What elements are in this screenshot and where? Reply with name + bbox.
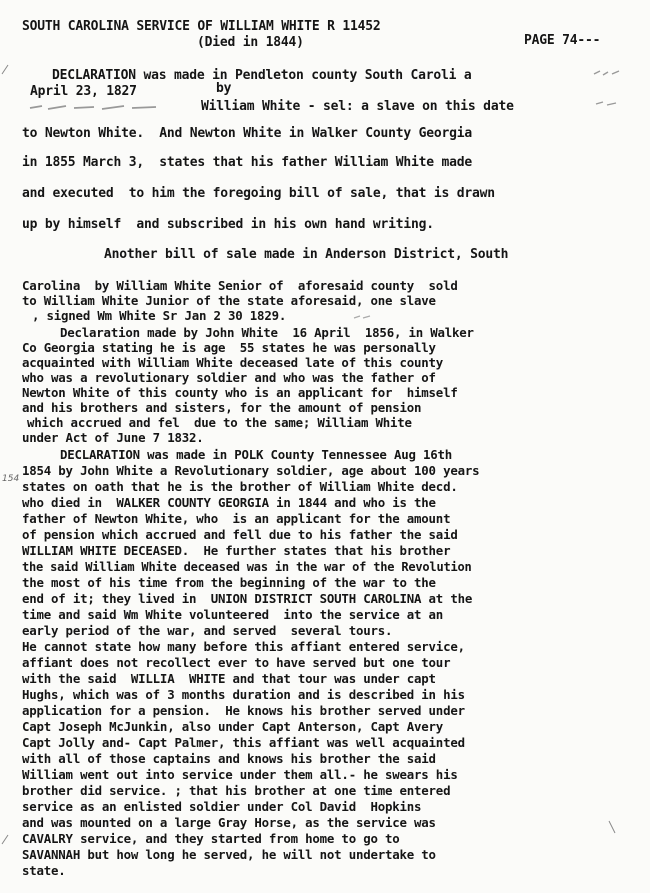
text-line: Co Georgia stating he is age 55 states he was personally	[22, 340, 436, 355]
text-line: state.	[22, 863, 66, 878]
text-line: William White - sel: a slave on this date	[201, 99, 514, 114]
document-subtitle: (Died in 1844)	[197, 35, 304, 50]
text-line: the said William White deceased was in the war of the Revolution	[22, 560, 472, 574]
text-line: early period of the war, and served several tours.	[22, 623, 393, 638]
ink-blemish	[28, 100, 164, 114]
text-line: , signed Wm White Sr Jan 2 30 1829.	[32, 308, 287, 323]
text-line: with the said WILLIA WHITE and that tour was under capt	[22, 671, 436, 686]
text-line: states on oath that he is the brother of William White decd.	[22, 479, 458, 494]
ink-blemish	[594, 98, 620, 110]
text-line: who died in WALKER COUNTY GEORGIA in 1844 and who is the	[22, 495, 436, 510]
text-line: to Newton White. And Newton White in Walker County Georgia	[22, 126, 472, 141]
text-line: under Act of June 7 1832.	[22, 430, 204, 445]
text-line: DECLARATION was made in POLK County Tennessee Aug 16th	[60, 447, 453, 462]
text-line: Newton White of this county who is an applicant for himself	[22, 385, 458, 400]
text-line: Declaration made by John White 16 April 1856, in Walker	[60, 325, 474, 340]
text-line: affiant does not recollect ever to have served but one tour	[22, 655, 451, 670]
text-line: He cannot state how many before this affiant entered service,	[22, 639, 465, 654]
text-line: time and said Wm White volunteered into the service at an	[22, 607, 444, 622]
text-line: CAVALRY service, and they started from home to go to	[22, 831, 400, 846]
ink-blemish	[352, 312, 372, 322]
text-line: brother did service. ; that his brother at one time entered	[22, 783, 451, 798]
page-number: PAGE 74---	[524, 33, 601, 48]
text-line: WILLIAM WHITE DECEASED. He further states that his brother	[22, 543, 451, 558]
margin-check-mark	[606, 818, 618, 836]
text-line: Capt Jolly and- Capt Palmer, this affiant was well acquainted	[22, 735, 465, 750]
text-line: with all of those captains and knows his brother the said	[22, 751, 436, 766]
text-line: William went out into service under them all.- he swears his	[22, 767, 458, 782]
text-line: Another bill of sale made in Anderson District, South	[104, 247, 509, 262]
text-line: up by himself and subscribed in his own hand writing.	[22, 217, 434, 232]
text-line: of pension which accrued and fell due to his father the said	[22, 527, 458, 542]
text-line: April 23, 1827	[30, 84, 137, 99]
text-line: father of Newton White, who is an applicant for the amount	[22, 511, 451, 526]
text-line: Capt Joseph McJunkin, also under Capt Anterson, Capt Avery	[22, 719, 444, 734]
text-line: the most of his time from the beginning of the war to the	[22, 575, 436, 590]
margin-note: 154	[2, 474, 20, 484]
text-line: 1854 by John White a Revolutionary soldier, age about 100 years	[22, 463, 480, 478]
margin-check-mark	[0, 832, 12, 848]
text-line: end of it; they lived in UNION DISTRICT SOUTH CAROLINA at the	[22, 591, 473, 606]
text-line: service as an enlisted soldier under Col David Hopkins	[22, 799, 422, 814]
text-line: and executed to him the foregoing bill of sale, that is drawn	[22, 186, 495, 201]
document-title: SOUTH CAROLINA SERVICE OF WILLIAM WHITE R 11452	[22, 19, 381, 34]
ink-blemish	[592, 66, 624, 80]
text-line: application for a pension. He knows his brother served under	[22, 703, 465, 718]
text-line: acquainted with William White deceased late of this county	[22, 355, 444, 370]
text-line: DECLARATION was made in Pendleton county South Caroli a	[52, 68, 472, 83]
text-line: SAVANNAH but how long he served, he will not undertake to	[22, 847, 436, 862]
text-line: by	[216, 81, 232, 96]
text-line: who was a revolutionary soldier and who was the father of	[22, 370, 436, 385]
text-line: to William White Junior of the state aforesaid, one slave	[22, 293, 436, 308]
text-line: Carolina by William White Senior of aforesaid county sold	[22, 278, 458, 293]
margin-check-mark	[0, 62, 12, 78]
text-line: Hughs, which was of 3 months duration and is described in his	[22, 687, 465, 702]
text-line: in 1855 March 3, states that his father William White made	[22, 155, 472, 170]
text-line: which accrued and fel due to the same; William White	[27, 415, 412, 430]
text-line: and his brothers and sisters, for the amount of pension	[22, 400, 422, 415]
text-line: and was mounted on a large Gray Horse, as the service was	[22, 815, 436, 830]
